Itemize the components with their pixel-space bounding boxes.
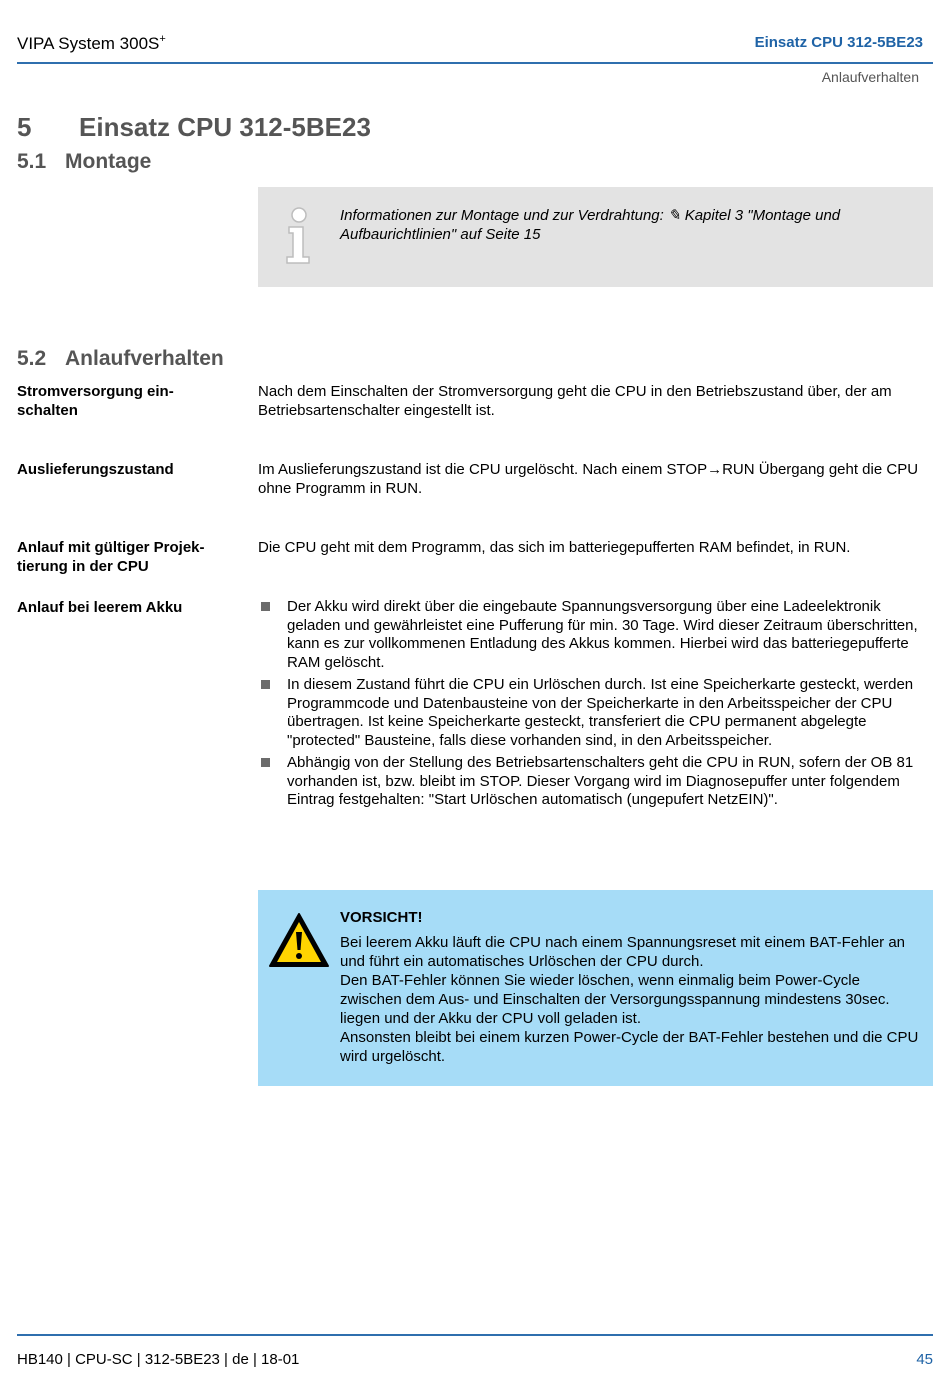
section-heading-anlaufverhalten: 5.2 Anlaufverhalten — [17, 347, 224, 370]
info-text[interactable]: Informationen zur Montage und zur Verdrahtung: ✎ Kapitel 3 "Montage und Aufbaurichtlinien" auf Seite 15 — [340, 207, 841, 243]
row-text-gueltige-projektierung: Die CPU geht mit dem Programm, das sich im batteriegepufferten RAM befindet, in RUN. — [258, 539, 851, 556]
warning-text: Bei leerem Akku läuft die CPU nach einem Spannungsreset mit einem BAT-Fehler an und führt ein automatisches Urlöschen der CPU durch. Den BAT-Fehler können Sie wieder löschen, wenn einmalig beim Power-Cycle zwischen dem Aus- und Einschalten der Versorgungsspannung mindestens 30sec. liegen und der Akku der CPU voll geladen ist. Ansonsten bleibt bei einem kurzen Power-Cycle der BAT-Fehler bestehen und die CPU wird urgelöscht. — [340, 934, 919, 1065]
warning-title: VORSICHT! — [340, 909, 423, 926]
row-label-auslieferungszustand: Auslieferungszustand — [17, 461, 174, 478]
bullet-square-icon — [261, 680, 270, 689]
footer-doc-info: HB140 | CPU-SC | 312-5BE23 | de | 18-01 — [17, 1351, 300, 1368]
header-divider — [17, 62, 933, 64]
header-product: VIPA System 300S+ — [17, 33, 166, 53]
chapter-title: Einsatz CPU 312-5BE23 — [79, 112, 371, 142]
list-item: Abhängig von der Stellung des Betriebsartenschalters geht die CPU in RUN, sofern der OB 81 vorhanden ist, bzw. bleibt im STOP. Dieser Vorgang wird im Diagnosepuffer unter folgendem Eintrag festgehalten: "Start Urlöschen automatisch (ungepufert NetzEIN)". — [258, 754, 933, 810]
row-label-leerer-akku: Anlauf bei leerem Akku — [17, 599, 183, 616]
info-box — [258, 187, 933, 287]
row-text-stromversorgung: Nach dem Einschalten der Stromversorgung geht die CPU in den Betriebszustand über, der am Betriebsartenschalter eingestellt ist. — [258, 383, 892, 419]
row-label-stromversorgung: Stromversorgung ein- schalten — [17, 383, 174, 419]
row-label-gueltige-projektierung: Anlauf mit gültiger Projek- tierung in der CPU — [17, 539, 205, 575]
bullet-list-leerer-akku — [258, 598, 933, 814]
list-item: Der Akku wird direkt über die eingebaute Spannungsversorgung über eine Ladeelektronik geladen und gewährleistet eine Pufferung für min. 30 Tage. Wird dieser Zeitraum überschritten, kann es zur vollkommenen Entladung des Akkus kommen. Hierbei wird das batteriegepufferte RAM gelöscht. — [258, 598, 933, 672]
info-icon — [282, 207, 316, 265]
section-heading-montage: 5.1 Montage — [17, 150, 152, 173]
warning-box — [258, 890, 933, 1086]
header-section: Anlaufverhalten — [821, 69, 919, 85]
page-number: 45 — [916, 1351, 933, 1368]
warning-triangle-icon — [268, 912, 330, 968]
bullet-square-icon — [261, 758, 270, 767]
chapter-number: 5 — [17, 112, 32, 142]
footer-divider — [17, 1334, 933, 1336]
list-item: In diesem Zustand führt die CPU ein Urlöschen durch. Ist eine Speicherkarte gesteckt, werden Programmcode und Datenbausteine von der Speicherkarte in den Arbeitsspeicher der CPU übertragen. Ist keine Speicherkarte gesteckt, transferiert die CPU permanent abgelegte "protected" Bausteine, falls diese vorhanden sind, in den Arbeitsspeicher. — [258, 676, 933, 750]
chapter-heading — [17, 112, 371, 143]
bullet-square-icon — [261, 602, 270, 611]
header-chapter: Einsatz CPU 312-5BE23 — [754, 34, 923, 51]
row-text-auslieferungszustand: Im Auslieferungszustand ist die CPU urgelöscht. Nach einem STOP→RUN Übergang geht die CPU ohne Programm in RUN. — [258, 461, 919, 497]
